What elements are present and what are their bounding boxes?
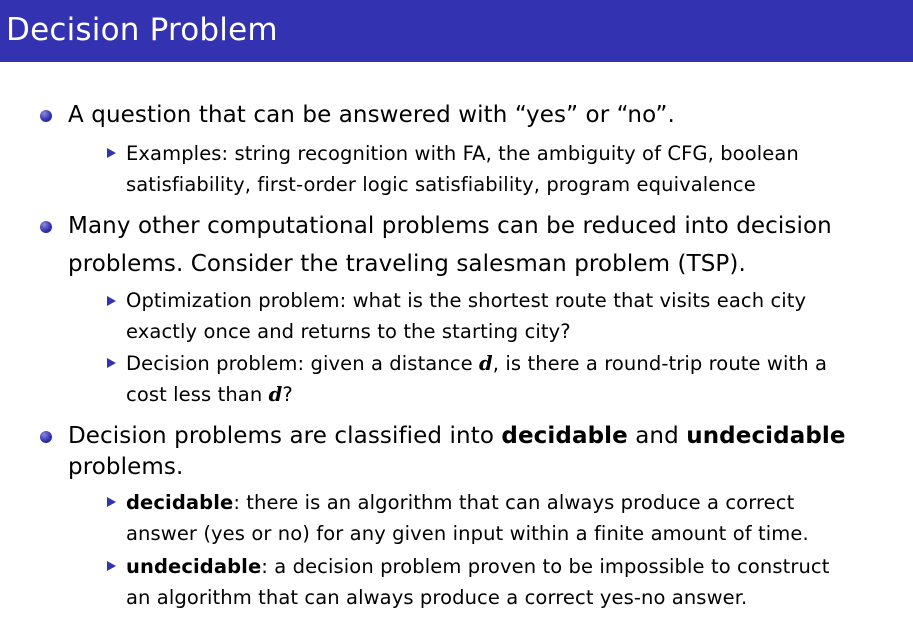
decidable-term: decidable: [501, 423, 628, 449]
undecidable-label: undecidable: [126, 555, 262, 578]
bullet-icon: [40, 221, 52, 233]
bullet-icon: [40, 431, 52, 443]
distance-variable: d: [268, 383, 283, 406]
item-2-sub-2-line-2: [126, 379, 293, 411]
item-1-text: A question that can be answered with “yes” or “no”.: [68, 102, 675, 128]
distance-variable: d: [479, 352, 493, 375]
item-2-sub-2-line-1: [126, 348, 827, 380]
arrow-bullet-icon: [107, 561, 116, 571]
item-2-sub-1-line-2: exactly once and returns to the starting city?: [126, 320, 571, 343]
item-3-sub-1-text: : there is an algorithm that can always produce a correct: [233, 491, 795, 514]
item-2-sub-1-line-1: Optimization problem: what is the shortest route that visits each city: [126, 289, 807, 312]
title-bar: [0, 0, 913, 62]
item-1-sub-1-line-2: satisfiability, first-order logic satisfiability, program equivalence: [126, 173, 756, 196]
item-3-sub-1-line-1: [126, 487, 794, 519]
slide-title: Decision Problem: [6, 12, 278, 48]
item-3-sub-2-text: : a decision problem proven to be impossible to construct: [261, 555, 830, 578]
item-2-sub-2-text-c: cost less than: [126, 383, 269, 406]
item-3-sub-2-line-2: an algorithm that can always produce a correct yes-no answer.: [126, 586, 748, 609]
item-2-sub-2-text-d: ?: [282, 383, 293, 406]
arrow-bullet-icon: [107, 148, 116, 158]
arrow-bullet-icon: [107, 497, 116, 507]
item-3-line-2: problems.: [68, 454, 184, 480]
bullet-icon: [40, 110, 52, 122]
item-3-text-b: and: [627, 423, 687, 449]
item-2-sub-2-text-a: Decision problem: given a distance: [126, 352, 480, 375]
item-3-line-1: [68, 418, 846, 454]
item-2-line-2: problems. Consider the traveling salesman problem (TSP).: [68, 251, 746, 277]
item-3-text-a: Decision problems are classified into: [68, 423, 502, 449]
decidable-label: decidable: [126, 491, 234, 514]
item-3-sub-1-line-2: answer (yes or no) for any given input within a finite amount of time.: [126, 522, 809, 545]
item-3-sub-2-line-1: [126, 551, 829, 583]
item-2-sub-2-text-b: , is there a round-trip route with a: [492, 352, 828, 375]
arrow-bullet-icon: [107, 296, 116, 306]
item-2-line-1: Many other computational problems can be reduced into decision: [68, 213, 832, 239]
item-1-sub-1-line-1: Examples: string recognition with FA, the ambiguity of CFG, boolean: [126, 142, 799, 165]
undecidable-term: undecidable: [686, 423, 846, 449]
arrow-bullet-icon: [107, 358, 116, 368]
